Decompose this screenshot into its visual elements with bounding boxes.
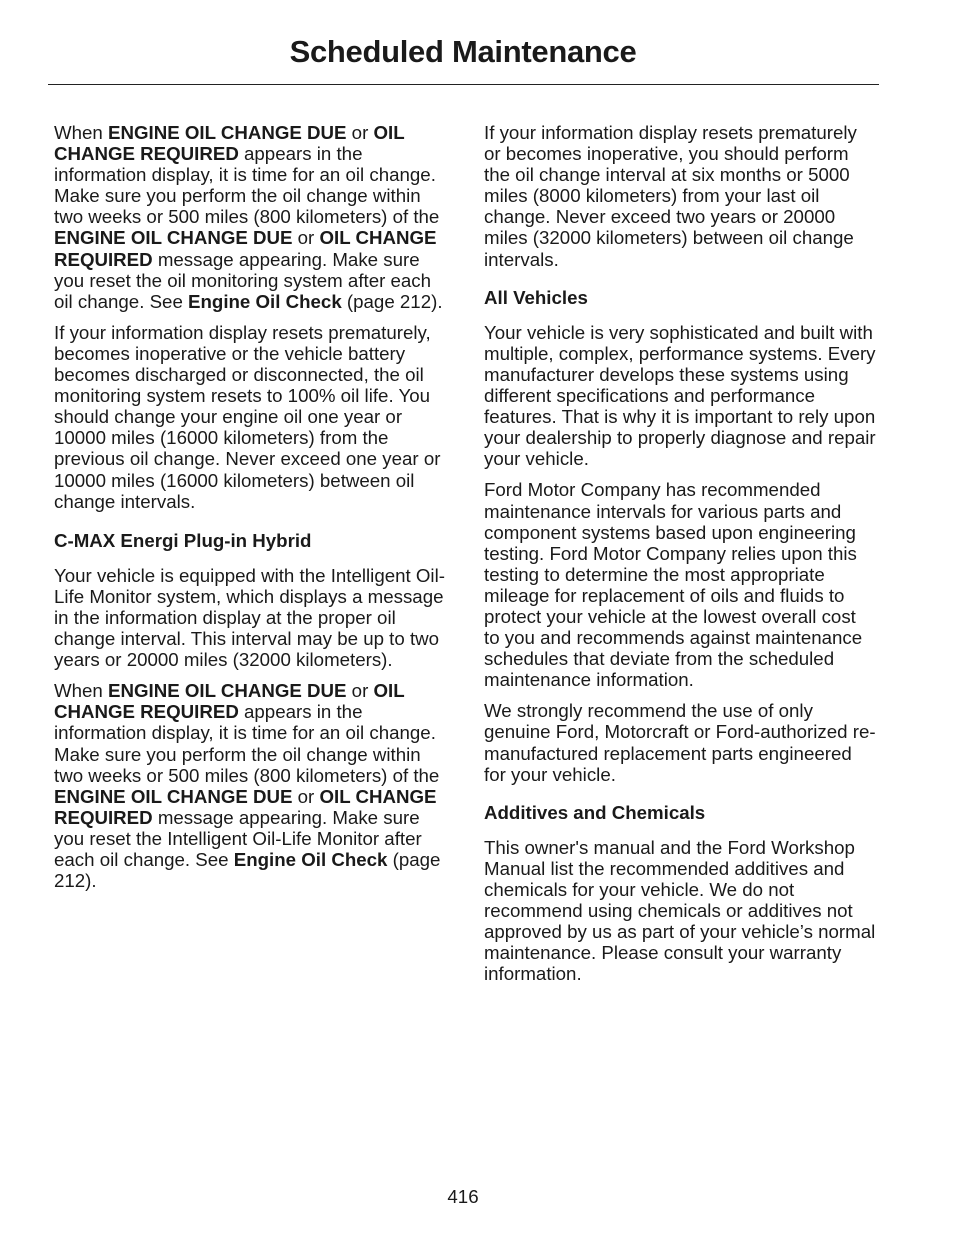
cross-reference-link[interactable]: Engine Oil Check [188,290,342,312]
section-heading-additives: Additives and Chemicals [484,801,706,823]
cross-reference-link[interactable]: Engine Oil Check [233,849,388,870]
sophisticated-systems-paragraph: Your vehicle is very sophisticated and built with multiple, complex, performance systems. Every manufacturer develops these systems using different specifications and performance features. That is why it is important to rely upon your dealership to properly diagnose and repair your vehicle. [484,321,876,470]
text-span: message appearing. Make sure you reset the oil monitoring system after each oil change. See [54,248,432,312]
text-span: or [346,680,374,702]
bold-message: ENGINE OIL CHANGE DUE [54,785,293,807]
bold-message: OIL CHANGE REQUIRED [54,785,437,828]
text-span: (page 212). [341,290,443,312]
oil-change-due-paragraph-hybrid [54,680,446,891]
bold-message: ENGINE OIL CHANGE DUE [54,227,293,249]
section-heading-all-vehicles: All Vehicles [484,286,588,308]
oil-life-monitor-paragraph: Your vehicle is equipped with the Intelligent Oil-Life Monitor system, which displays a message in the information display at the proper oil change interval. This interval may be up to two years or 20000 miles (32000 kilometers). [54,564,445,671]
bold-message: OIL CHANGE REQUIRED [54,122,405,165]
left-column [54,122,446,901]
bold-message: OIL CHANGE REQUIRED [54,680,405,723]
page-number: 416 [447,1186,479,1207]
genuine-parts-paragraph: We strongly recommend the use of only genuine Ford, Motorcraft or Ford-authorized re-manufactured replacement parts engineered for your vehicle. [484,700,876,785]
text-span: or [292,785,320,807]
text-span: message appearing. Make sure you reset the Intelligent Oil-Life Monitor after each oil change. See [54,806,422,870]
text-span: or [346,122,374,143]
section-heading-cmax: C-MAX Energi Plug-in Hybrid [54,529,312,551]
right-column [484,122,876,994]
oil-change-due-paragraph [54,122,446,312]
page-title: Scheduled Maintenance [289,34,637,69]
text-span: appears in the information display, it is time for an oil change. Make sure you perform the oil change within two weeks or 500 miles (800 kilometers) of the [54,143,440,228]
header-divider [48,84,879,85]
text-span: or [292,227,320,249]
text-span: appears in the information display, it is time for an oil change. Make sure you perform the oil change within two weeks or 500 miles (800 kilometers) of the [54,701,440,786]
bold-message: ENGINE OIL CHANGE DUE [108,122,347,143]
bold-message: ENGINE OIL CHANGE DUE [108,680,347,702]
display-inoperative-paragraph: If your information display resets prematurely or becomes inoperative, you should perform the oil change interval at six months or 5000 miles (8000 kilometers) from your last oil change. Never exceed two years or 20000 miles (32000 kilometers) between oil change intervals. [484,122,857,270]
text-span: When [54,680,109,702]
display-reset-paragraph: If your information display resets prematurely, becomes inoperative or the vehicle battery becomes discharged or disconnected, the oil monitoring system resets to 100% oil life. You should change your engine oil one year or 10000 miles (16000 kilometers) from the previous oil change. Never exceed one year or 10000 miles (16000 kilometers) between oil change intervals. [54,321,441,512]
text-span: When [54,122,109,143]
bold-message: OIL CHANGE REQUIRED [54,227,437,270]
recommended-intervals-paragraph: Ford Motor Company has recommended maintenance intervals for various parts and component systems based upon engineering testing. Ford Motor Company relies upon this testing to determine the most appropriate mileage for replacement of oils and fluids to protect your vehicle at the lowest overall cost to you and recommends against maintenance schedules that deviate from the scheduled maintenance information. [484,479,863,691]
text-span: (page 212). [54,849,441,892]
additives-paragraph: This owner's manual and the Ford Workshop Manual list the recommended additives and chemicals for your vehicle. We do not recommend using chemicals or additives not approved by us as part of your vehicle’s normal maintenance. Please consult your warranty information. [484,836,876,985]
